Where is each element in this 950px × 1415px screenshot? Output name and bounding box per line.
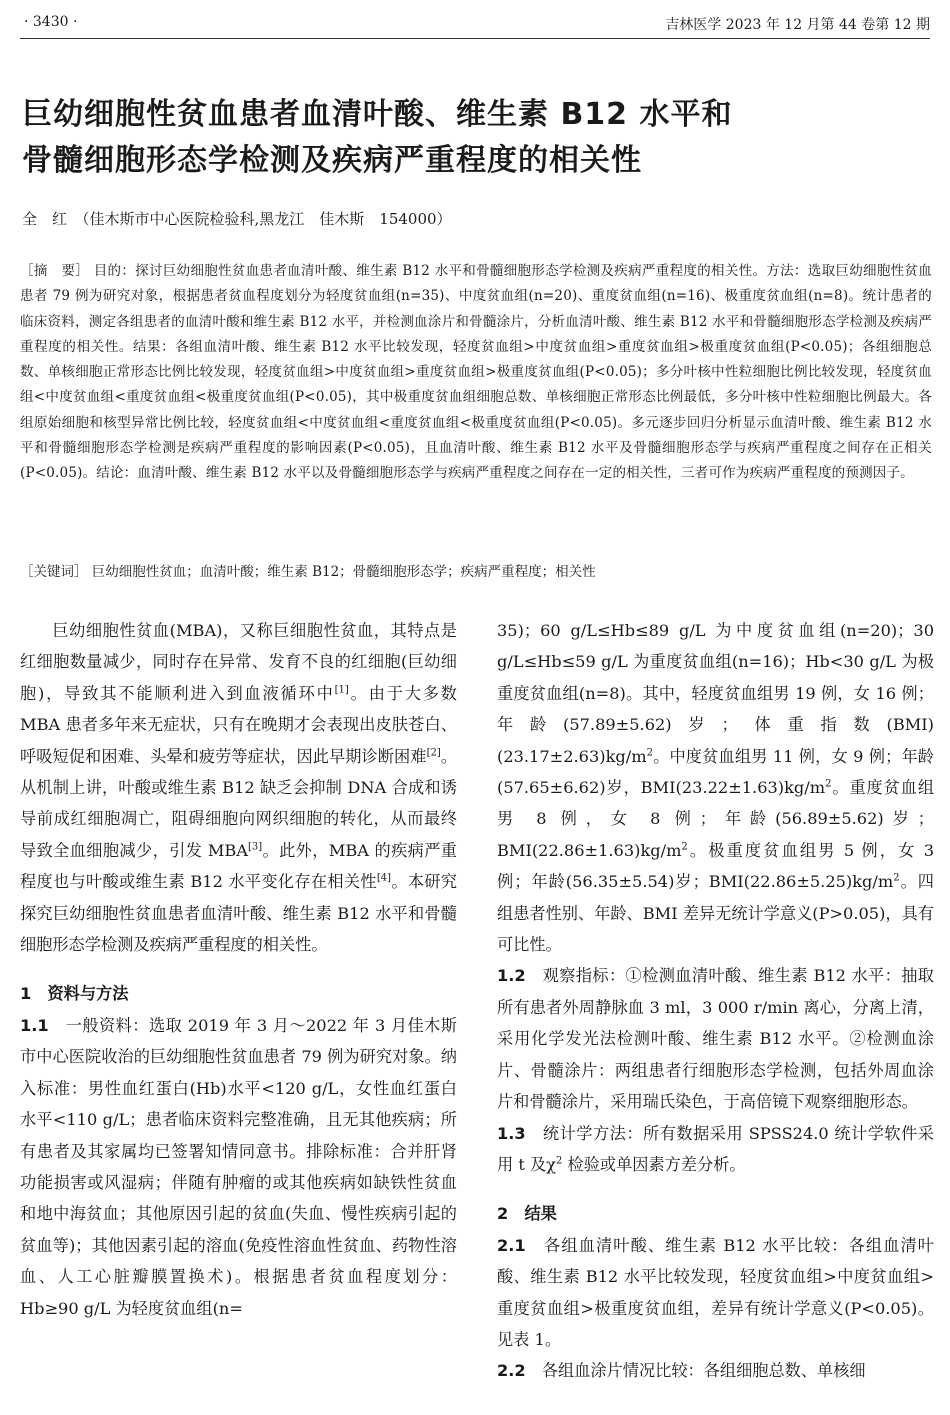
keywords	[20, 560, 932, 580]
citation-2[interactable]: [2]	[426, 747, 441, 759]
author-affiliation: 全 红 （佳木斯市中心医院检验科,黑龙江 佳木斯 154000）	[22, 210, 452, 228]
subsection-2-1: 2.1 各组血清叶酸、维生素 B12 水平比较：各组血清叶酸、维生素 B12 水平比较发现，轻度贫血组>中度贫血组>重度贫血组>极重度贫血组，差异有统计学意义(P<0.05)。见表 1。	[497, 1235, 934, 1349]
left-column	[20, 615, 457, 1324]
section-heading-results: 2 结果	[497, 1204, 557, 1224]
abstract-text: 目的：探讨巨幼细胞性贫血患者血清叶酸、维生素 B12 水平和骨髓细胞形态学检测及疾病严重程度的相关性。方法：选取巨幼细胞性贫血患者 79 例为研究对象，根据患者贫血程度划分为轻度贫血组(n=35)、中度贫血组(n=20)、重度贫血组(n=16)、极重度贫血组(n=8)。统计患者的临床资料，测定各组患者的血清叶酸和维生素 B12 水平，并检测血涂片和骨髓涂片，分析血清叶酸、维生素 B12 水平和骨髓细胞形态学检测及疾病严重程度的相关性。结果：各组血清叶酸、维生素 B12 水平比较发现，轻度贫血组>中度贫血组>重度贫血组>极重度贫血组(P<0.05)；各组细胞总数、单核细胞正常形态比例比较发现，轻度贫血组>中度贫血组>重度贫血组>极重度贫血组(P<0.05)；多分叶核中性粒细胞比例比较发现，轻度贫血组<中度贫血组<重度贫血组<极重度贫血组(P<0.05)，其中极重度贫血组细胞总数、单核细胞正常形态比例最低，多分叶核中性粒细胞比例最大。各组原始细胞和核型异常比例比较，轻度贫血组<中度贫血组<重度贫血组<极重度贫血组(P<0.05)。多元逐步回归分析显示血清叶酸、维生素 B12 水平和骨髓细胞形态学检测是疾病严重程度的影响因素(P<0.05)，且血清叶酸、维生素 B12 水平及骨髓细胞形态学与疾病严重程度之间存在正相关(P<0.05)。结论：血清叶酸、维生素 B12 水平以及骨髓细胞形态学与疾病严重程度之间存在一定的相关性，三者可作为疾病严重程度的预测因子。	[20, 263, 933, 482]
title-line-2: 骨髓细胞形态学检测及疾病严重程度的相关性	[22, 143, 642, 178]
citation-3[interactable]: [3]	[247, 841, 263, 853]
subsection-1-3: 1.3 统计学方法：所有数据采用 SPSS24.0 统计学软件采用 t 及$\chi^2$ 检验或单因素方差分析。	[497, 1123, 934, 1174]
subsection-1-2: 1.2 观察指标：①检测血清叶酸、维生素 B12 水平：抽取所有患者外周静脉血 3 ml，3 000 r/min 离心，分离上清，采用化学发光法检测叶酸、维生素 B12 水平。②检测血涂片、骨髓涂片：两组患者行细胞形态学检测，包括外周血涂片和骨髓涂片，采用瑞氏染色，于高倍镜下观察细胞形态。	[497, 966, 934, 1112]
article-title	[22, 92, 922, 184]
section-heading-methods: 1 资料与方法	[20, 984, 129, 1004]
title-line-1: 巨幼细胞性贫血患者血清叶酸、维生素 B12 水平和	[22, 97, 733, 132]
citation-4[interactable]: [4]	[376, 872, 392, 884]
keywords-label: ［关键词］	[20, 564, 88, 580]
page-number: · 3430 ·	[24, 14, 78, 30]
header-rule	[20, 38, 930, 39]
running-header	[24, 14, 930, 36]
subsection-1-1: 1.1 一般资料：选取 2019 年 3 月～2022 年 3 月佳木斯市中心医院收治的巨幼细胞性贫血患者 79 例为研究对象。纳入标准：男性血红蛋白(Hb)水平<120 g/L，女性血红蛋白水平<110 g/L；患者临床资料完整准确，且无其他疾病；所有患者及其家属均已签署知情同意书。排除标准：合并肝肾功能损害或风湿病；伴随有肿瘤的或其他疾病如缺铁性贫血和地中海贫血；其他原因引起的贫血(失血、慢性疾病引起的贫血等)；其他因素引起的溶血(免疫性溶血性贫血、药物性溶血、人工心脏瓣膜置换术)。根据患者贫血程度划分：Hb≥90 g/L 为轻度贫血组(n=	[20, 1015, 457, 1318]
keywords-text: 巨幼细胞性贫血；血清叶酸；维生素 B12；骨髓细胞形态学；疾病严重程度；相关性	[91, 564, 596, 580]
intro-paragraph: 巨幼细胞性贫血(MBA)，又称巨细胞性贫血，其特点是红细胞数量减少，同时存在异常、发育不良的红细胞(巨幼细胞)，导致其不能顺利进入到血液循环中[1]。由于大多数 MBA 患者多年来无症状，只有在晚期才会表现出皮肤苍白、呼吸短促和困难、头晕和疲劳等症状，因此早期诊断困难[2]。从机制上讲，叶酸或维生素 B12 缺乏会抑制 DNA 合成和诱导前成红细胞凋亡，阻碍细胞向网织细胞的转化，从而最终导致全血细胞减少，引发 MBA[3]。此外，MBA 的疾病严重程度也与叶酸或维生素 B12 水平变化存在相关性[4]。本研究探究巨幼细胞性贫血患者血清叶酸、维生素 B12 水平和骨髓细胞形态学检测及疾病严重程度的相关性。	[20, 621, 458, 955]
continued-paragraph: 35)；60 g/L≤Hb≤89 g/L 为中度贫血组(n=20)；30 g/L≤Hb≤59 g/L 为重度贫血组(n=16)；Hb<30 g/L 为极重度贫血组(n=8)。其中，轻度贫血组男 19 例，女 16 例；年龄(57.89±5.62)岁；体重指数$(BMI)(23.17\pm 2.63)kg/m^2$。中度贫血组男 11 例，女 9 例；年龄(57.65±6.62)岁，$BMI(23.22\pm 1.63)kg/m^2$。重度贫血组男 8 例，女 8 例；年龄(56.89±5.62)岁；$BMI(22.86\pm 1.63)kg/m^2$。极重度贫血组男 5 例，女 3 例；年龄(56.35±5.54)岁；$BMI(22.86\pm 5.25)kg/m^2$。四组患者性别、年龄、BMI 差异无统计学意义(P>0.05)，具有可比性。	[497, 621, 935, 955]
subsection-2-2: 2.2 各组血涂片情况比较：各组细胞总数、单核细	[497, 1361, 866, 1381]
right-column	[497, 615, 934, 1387]
citation-1[interactable]: [1]	[334, 684, 349, 696]
abstract	[20, 259, 932, 487]
journal-citation: 吉林医学 2023 年 12 月第 44 卷第 12 期	[665, 17, 930, 33]
abstract-label: ［摘 要］	[20, 263, 90, 279]
